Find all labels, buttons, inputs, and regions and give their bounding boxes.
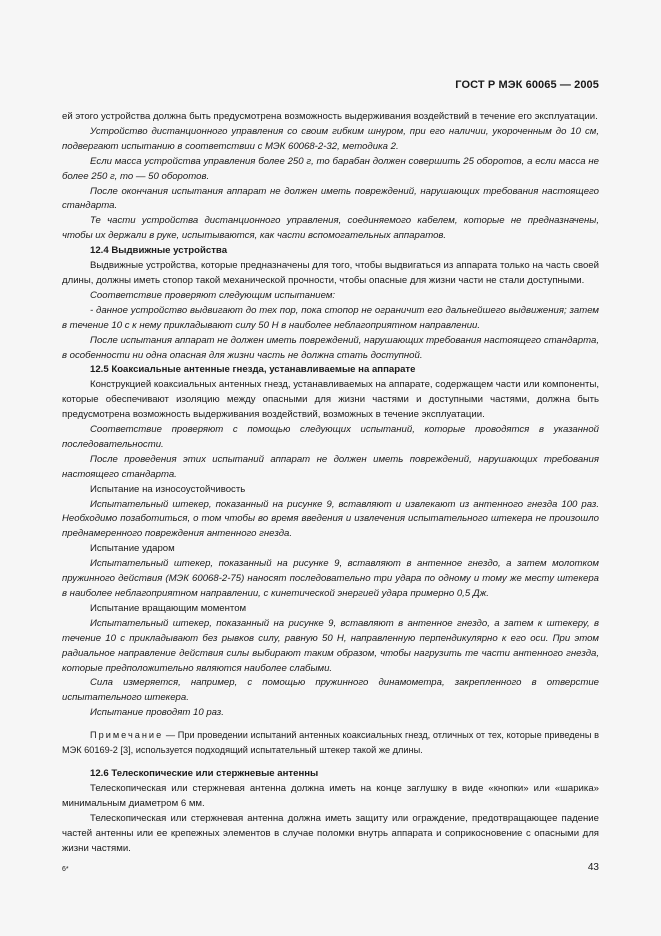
paragraph: Испытание проводят 10 раз.	[90, 707, 224, 719]
paragraph: Соответствие проверяют с помощью следующих испытаний, которые проводятся в указанной последовательности.	[62, 424, 599, 450]
paragraph: Телескопическая или стержневая антенна должна иметь защиту или ограждение, предотвращающее падение частей антенны или ее крепежных элементов в случае поломки внутрь аппарата и соприкосновение с опасными для жизни частями.	[62, 812, 599, 854]
paragraph-block	[62, 110, 599, 721]
paragraph: ей этого устройства должна быть предусмотрена возможность выдерживания воздействий в течение его эксплуатации.	[62, 111, 598, 122]
page-number: 43	[587, 862, 599, 873]
paragraph: Испытание ударом	[90, 543, 175, 555]
footer-mark: 6*	[62, 866, 69, 873]
paragraph: После проведения этих испытаний аппарат не должен иметь повреждений, нарушающих требования настоящего стандарта.	[62, 453, 599, 480]
paragraph: Испытательный штекер, показанный на рисунке 9, вставляют в антенное гнездо, а затем молотком пружинного действия (МЭК 60068-2-75) наносят последовательно три удара по одному и тому же месту штекера в наиболее неблагоприятном направлении, с кинетической энергией удара примерно 0,5 Дж.	[62, 558, 599, 599]
paragraph: Испытательный штекер, показанный на рисунке 9, вставляют и извлекают из антенного гнезда 100 раз. Необходимо позаботиться, о том чтобы во время введения и извлечения испытательного штекера не произошло преднамеренного повреждения антенного гнезда.	[62, 498, 599, 540]
paragraph: Испытание вращающим моментом	[90, 602, 247, 614]
paragraph: Те части устройства дистанционного управления, соединяемого кабелем, которые не предназначены, чтобы их держали в руке, испытываются, как части вспомогательных аппаратов.	[62, 215, 599, 242]
paragraph: Испытательный штекер, показанный на рисунке 9, вставляют в антенное гнездо, а затем к штекеру, в течение 10 с прикладывают без рывков силу, равную 50 Н, направленную перпендикулярно к его оси. При этом радиальное направление действия силы выбирают таким образом, чтобы нагрузить те части антенного гнезда, которые предположительно являются наиболее слабыми.	[62, 617, 599, 674]
section-heading: 12.4 Выдвижные устройства	[90, 245, 228, 257]
document-id: ГОСТ Р МЭК 60065 — 2005	[455, 79, 599, 91]
paragraph: Испытание на износоустойчивость	[90, 483, 246, 495]
paragraph: Сила измеряется, например, с помощью пружинного динамометра, закрепленного в отверстие испытательного штекера.	[62, 677, 599, 704]
paragraph: Устройство дистанционного управления со своим гибким шнуром, при его наличии, укороченным до 10 см, подвергают испытанию в соответствии с МЭК 60068-2-32, методика 2.	[62, 125, 599, 152]
paragraph: Если масса устройства управления более 250 г, то барабан должен совершить 25 оборотов, а если масса не более 250 г, то — 50 оборотов.	[62, 155, 599, 182]
paragraph: Выдвижные устройства, которые предназначены для того, чтобы выдвигаться из аппарата только на часть своей длины, должны иметь стопор такой механической прочности, чтобы опасные для жизни части не стали доступными.	[62, 260, 599, 286]
paragraph: Телескопическая или стержневая антенна должна иметь на конце заглушку в виде «кнопки» или «шарика» минимальным диаметром 6 мм.	[62, 782, 599, 809]
note-text: — При проведении испытаний антенных коаксиальных гнезд, отличных от тех, которые приведены в МЭК 60169-2 [3], используется подходящий испытательный штекер такой же длины.	[62, 730, 599, 756]
paragraph: Конструкцией коаксиальных антенных гнезд, устанавливаемых на аппарате, содержащем части или компоненты, которые обеспечивают изоляцию между опасными для жизни частями и доступными частями, должна быть предусмотрена возможность выдерживания воздействий, возможных в течение эксплуатации.	[62, 379, 599, 421]
paragraph: Соответствие проверяют следующим испытанием:	[90, 289, 336, 301]
note-label: Примечание	[90, 730, 164, 741]
body-text	[62, 110, 599, 856]
section-heading: 12.6 Телескопические или стержневые антенны	[90, 767, 319, 779]
note	[62, 728, 599, 758]
paragraph: После окончания испытания аппарат не должен иметь повреждений, нарушающих требования настоящего стандарта.	[62, 185, 599, 212]
paragraph-block	[62, 767, 599, 856]
paragraph: - данное устройство выдвигают до тех пор, пока стопор не ограничит его дальнейшего выдвижения; затем в течение 10 с к нему прикладывают силу 50 Н в наиболее неблагоприятном направлении.	[62, 304, 599, 331]
section-heading: 12.5 Коаксиальные антенные гнезда, устанавливаемые на аппарате	[90, 364, 416, 376]
paragraph: После испытания аппарат не должен иметь повреждений, нарушающих требования настоящего стандарта, в особенности ни одна опасная для жизни часть не должна стать доступной.	[62, 334, 599, 361]
